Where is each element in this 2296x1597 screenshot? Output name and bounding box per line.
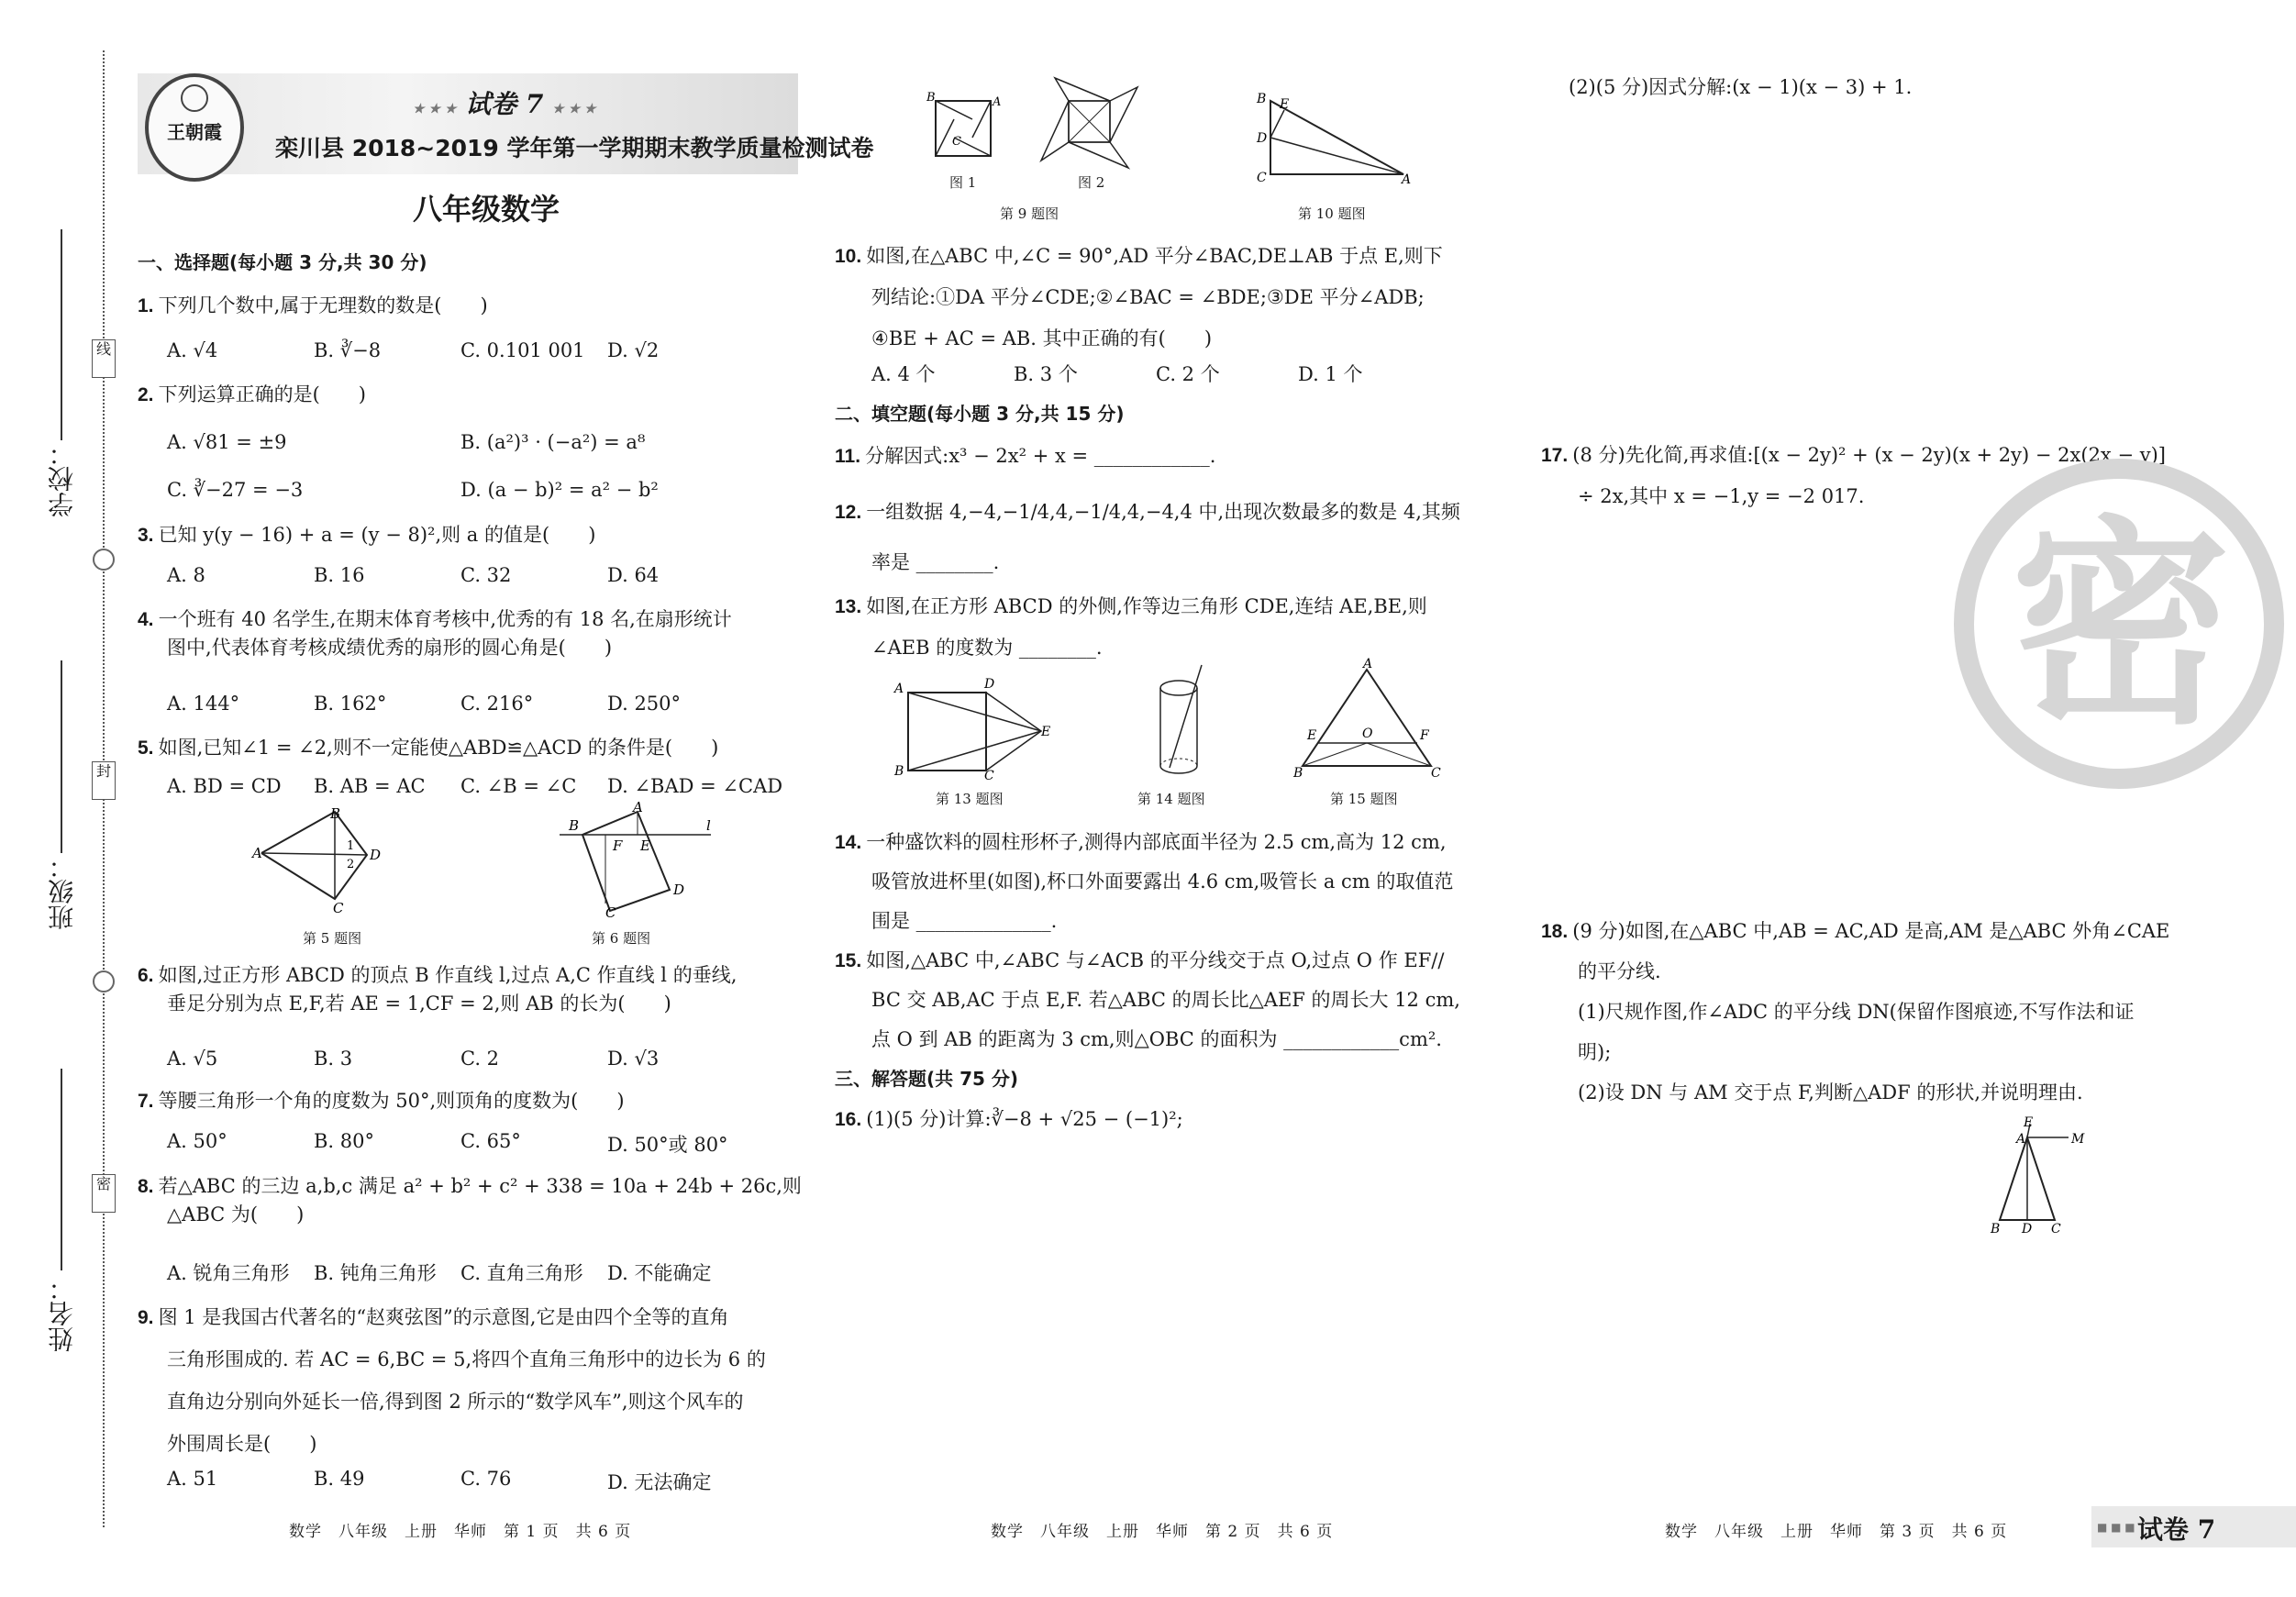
option-a[interactable]: A. BD = CD [167, 775, 282, 797]
svg-text:A: A [993, 95, 1002, 109]
binding-strip [0, 0, 128, 1597]
subject-title: 八年级数学 [413, 192, 560, 227]
option-b[interactable]: B. 3 个 [1014, 363, 1078, 385]
svg-text:E: E [1280, 97, 1290, 112]
section-1-title: 一、选择题(每小题 3 分,共 30 分) [138, 251, 427, 273]
option-d[interactable]: D. 无法确定 [607, 1471, 712, 1493]
header [138, 64, 874, 229]
secret-stamp [1954, 459, 2284, 789]
logo [145, 73, 244, 182]
question-14: 14. 一种盛饮料的圆柱形杯子,测得内部底面半径为 2.5 cm,高为 12 cm, 吸管放进杯里(如图),杯口外面要露出 4.6 cm,吸管长 a cm 的取值范 围是 ______________. [835, 831, 1454, 932]
svg-text:C: C [333, 900, 344, 916]
logo-text: 王朝霞 [167, 121, 222, 143]
svg-text:1: 1 [347, 839, 355, 853]
section-2-title: 二、填空题(每小题 3 分,共 15 分) [835, 403, 1125, 425]
svg-text:2: 2 [347, 858, 355, 871]
figure-18 [1991, 1115, 2101, 1237]
question-11: 11. 分解因式:x³ − 2x² + x = ____________. [835, 445, 1216, 467]
secret-stamp-char: 密 [2010, 497, 2231, 754]
figure-9-1 [926, 92, 1000, 165]
question-17: 17. (8 分)先化简,再求值:[(x − 2y)² + (x − 2y)(x + 2y) − 2x(2x − y)] ÷ 2x,其中 x = −1,y = −2 017. [1541, 444, 2166, 507]
page-2 [835, 55, 1514, 1523]
option-d[interactable]: D. 64 [607, 564, 660, 586]
option-c[interactable]: C. 直角三角形 [460, 1262, 583, 1284]
option-b[interactable]: B. 3 [314, 1048, 353, 1070]
question-9: 9. 图 1 是我国古代著名的“赵爽弦图”的示意图,它是由四个全等的直角 三角形围成的. 若 AC = 6,BC = 5,将四个直角三角形中的边长为 6 的 直角边分别向外延长一倍,得到图 2 所示的“数学风车”,则这个风车的 外围周长是( ) [138, 1306, 766, 1455]
figure-5-caption: 第 5 题图 [303, 930, 362, 947]
option-b[interactable]: B. 16 [314, 564, 365, 586]
corner-tag [2091, 1506, 2296, 1547]
figure-5 [252, 805, 417, 916]
question-8: 8. 若△ABC 的三边 a,b,c 满足 a² + b² + c² + 338 = 10a + 24b + 26c,则 △ABC 为( ) [138, 1175, 802, 1225]
footer-page-2: 数学 八年级 上册 华师 第 2 页 共 6 页 [991, 1523, 1334, 1541]
question-3: 3. 已知 y(y − 16) + a = (y − 8)²,则 a 的值是( ) [138, 524, 596, 546]
option-d[interactable]: D. √3 [607, 1048, 660, 1070]
option-d[interactable]: D. 1 个 [1298, 363, 1363, 385]
figure-14-caption: 第 14 题图 [1137, 791, 1205, 807]
svg-text:A: A [894, 682, 904, 696]
paper-tag: ★ ★ ★ 试卷 7 ★ ★ ★ [413, 89, 596, 119]
question-6: 6. 如图,过正方形 ABCD 的顶点 B 作直线 l,过点 A,C 作直线 l 的垂线, 垂足分别为点 E,F,若 AE = 1,CF = 2,则 AB 的长为( ) [138, 964, 738, 1015]
svg-text:B: B [1257, 92, 1267, 106]
figure-13 [894, 677, 1051, 783]
option-c[interactable]: C. 76 [460, 1468, 512, 1490]
star-icon: ★ ★ ★ [552, 102, 596, 116]
question-13: 13. 如图,在正方形 ABCD 的外侧,作等边三角形 CDE,连结 AE,BE,则 ∠AEB 的度数为 ________. [835, 595, 1427, 659]
question-1: 1. 下列几个数中,属于无理数的数是( ) [138, 294, 488, 316]
svg-text:D: D [984, 677, 995, 692]
question-12: 12. 一组数据 4,−4,−1/4,4,−1/4,4,−4,4 中,出现次数最多的数是 4,其频 率是 ________. [835, 501, 1460, 573]
option-c[interactable]: C. 65° [460, 1130, 521, 1152]
svg-text:F: F [1420, 728, 1429, 743]
question-2-options [167, 431, 809, 505]
svg-text:A: A [252, 845, 262, 861]
school-field[interactable] [61, 229, 62, 440]
seal-mark-seal: 封 [92, 761, 116, 800]
option-c[interactable]: C. 32 [460, 564, 512, 586]
figure-9-2-label: 图 2 [1078, 174, 1105, 191]
option-a[interactable]: A. 4 个 [871, 363, 936, 385]
school-label: 学校： [47, 440, 77, 517]
option-a[interactable]: A. 51 [167, 1468, 218, 1490]
option-d[interactable]: D. ∠BAD = ∠CAD [607, 775, 783, 797]
figure-9-2 [1041, 78, 1142, 170]
option-a[interactable]: A. 锐角三角形 [167, 1262, 290, 1284]
page-3 [1541, 55, 2275, 1523]
option-d[interactable]: D. (a − b)² = a² − b² [460, 479, 659, 501]
question-18: 18. (9 分)如图,在△ABC 中,AB = AC,AD 是高,AM 是△ABC 外角∠CAE 的平分线. (1)尺规作图,作∠ADC 的平分线 DN(保留作图痕迹,不写作法和证 明); (2)设 DN 与 AM 交于点 F,判断△ADF 的形状,并说明理由. [1541, 920, 2170, 1103]
option-b[interactable]: B. 钝角三角形 [314, 1262, 437, 1284]
option-d[interactable]: D. 不能确定 [607, 1262, 712, 1284]
option-b[interactable]: B. 80° [314, 1130, 375, 1152]
figure-14 [1151, 665, 1215, 784]
option-c[interactable]: C. 2 [460, 1048, 500, 1070]
section-3-title: 三、解答题(共 75 分) [835, 1068, 1019, 1090]
svg-text:D: D [1257, 131, 1268, 146]
option-b[interactable]: B. (a²)³ · (−a²) = a⁸ [460, 431, 646, 453]
svg-text:E: E [640, 837, 650, 854]
question-5: 5. 如图,已知∠1 = ∠2,则不一定能使△ABD≌△ACD 的条件是( ) [138, 737, 719, 759]
question-10: 10. 如图,在△ABC 中,∠C = 90°,AD 平分∠BAC,DE⊥AB 于点 E,则下 列结论:①DA 平分∠CDE;②∠BAC = ∠BDE;③DE 平分∠ADB; ④BE + AC = AB. 其中正确的有( ) [835, 245, 1443, 349]
question-16-part-2: (2)(5 分)因式分解:(x − 1)(x − 3) + 1. [1569, 76, 1913, 98]
svg-text:C: C [605, 904, 616, 921]
question-7: 7. 等腰三角形一个角的度数为 50°,则顶角的度数为( ) [138, 1090, 625, 1112]
name-field[interactable] [61, 1069, 62, 1270]
svg-text:C: C [984, 769, 994, 783]
svg-text:D: D [370, 847, 382, 863]
logo-crown-icon [181, 84, 208, 112]
figure-10 [1257, 92, 1413, 187]
svg-text:B: B [330, 805, 341, 822]
class-field[interactable] [61, 660, 62, 853]
figure-10-caption: 第 10 题图 [1298, 205, 1366, 222]
figure-15 [1293, 657, 1441, 781]
option-c[interactable]: C. 0.101 001 [460, 339, 585, 361]
binding-knot-icon [93, 549, 115, 571]
option-d[interactable]: D. √2 [607, 339, 660, 361]
svg-text:B: B [894, 764, 904, 779]
figure-9-caption: 第 9 题图 [1000, 205, 1059, 222]
option-b[interactable]: B. 49 [314, 1468, 365, 1490]
svg-text:l: l [706, 817, 711, 834]
svg-text:A: A [1363, 657, 1373, 671]
option-a[interactable]: A. √5 [167, 1048, 218, 1070]
footer-page-1: 数学 八年级 上册 华师 第 1 页 共 6 页 [289, 1523, 632, 1541]
option-a[interactable]: A. 144° [167, 693, 240, 715]
svg-text:C: C [1431, 766, 1441, 781]
option-c[interactable]: C. 2 个 [1156, 363, 1220, 385]
option-b[interactable]: B. ∛−8 [314, 339, 382, 361]
figure-9-1-label: 图 1 [949, 174, 977, 191]
question-2: 2. 下列运算正确的是( ) [138, 383, 366, 405]
svg-text:C: C [952, 135, 961, 149]
svg-text:E: E [1041, 725, 1051, 739]
svg-text:E: E [2024, 1115, 2034, 1130]
option-d[interactable]: D. 250° [607, 693, 682, 715]
svg-text:F: F [613, 837, 623, 854]
svg-text:A: A [633, 799, 643, 815]
option-b[interactable]: B. 162° [314, 693, 387, 715]
svg-text:C: C [1257, 171, 1267, 185]
seal-mark-secret: 密 [92, 1174, 116, 1213]
question-16: 16. (1)(5 分)计算:∛−8 + √25 − (−1)²; [835, 1108, 1183, 1130]
option-a[interactable]: A. √81 = ±9 [167, 431, 287, 453]
option-d[interactable]: D. 50°或 80° [607, 1134, 728, 1156]
page-1 [138, 248, 807, 1532]
option-a[interactable]: A. 8 [167, 564, 205, 586]
figure-6-caption: 第 6 题图 [592, 930, 651, 947]
svg-text:A: A [2016, 1132, 2026, 1147]
option-c[interactable]: C. 216° [460, 693, 534, 715]
svg-text:B: B [926, 91, 936, 105]
binding-knot-icon [93, 970, 115, 993]
corner-tag-text: 试卷 7 [2137, 1514, 2216, 1545]
name-label: 姓名： [47, 1275, 77, 1352]
svg-text:E: E [1307, 728, 1317, 743]
footer-page-3: 数学 八年级 上册 华师 第 3 页 共 6 页 [1665, 1523, 2008, 1541]
figure-6 [560, 799, 715, 921]
option-c[interactable]: C. ∛−27 = −3 [167, 479, 304, 501]
svg-text:D: D [2022, 1222, 2033, 1237]
option-c[interactable]: C. ∠B = ∠C [460, 775, 577, 797]
corner-tag-dots-icon: ■ ■ ■ [2097, 1521, 2135, 1534]
figure-15-caption: 第 15 题图 [1330, 791, 1398, 807]
svg-text:B: B [1991, 1222, 2001, 1237]
svg-text:M: M [2071, 1132, 2085, 1147]
question-4: 4. 一个班有 40 名学生,在期末体育考核中,优秀的有 18 名,在扇形统计 图中,代表体育考核成绩优秀的扇形的圆心角是( ) [138, 608, 732, 659]
option-b[interactable]: B. AB = AC [314, 775, 426, 797]
figure-13-caption: 第 13 题图 [936, 791, 1004, 807]
svg-text:C: C [2051, 1222, 2061, 1237]
svg-text:D: D [673, 882, 685, 898]
exam-title: 栾川县 2018~2019 学年第一学期期末教学质量检测试卷 [275, 135, 874, 161]
question-15: 15. 如图,△ABC 中,∠ABC 与∠ACB 的平分线交于点 O,过点 O 作 EF// BC 交 AB,AC 于点 E,F. 若△ABC 的周长比△AEF 的周长大 12 cm, 点 O 到 AB 的距离为 3 cm,则△OBC 的面积为 ____________cm². [835, 949, 1460, 1050]
seal-mark-line: 线 [92, 339, 116, 378]
svg-text:O: O [1362, 726, 1373, 741]
option-a[interactable]: A. √4 [167, 339, 218, 361]
star-icon: ★ ★ ★ [413, 102, 457, 116]
option-a[interactable]: A. 50° [167, 1130, 227, 1152]
class-label: 班级： [47, 853, 77, 930]
svg-text:A: A [1402, 172, 1412, 187]
svg-text:B: B [1293, 766, 1303, 781]
svg-text:B: B [569, 817, 580, 834]
